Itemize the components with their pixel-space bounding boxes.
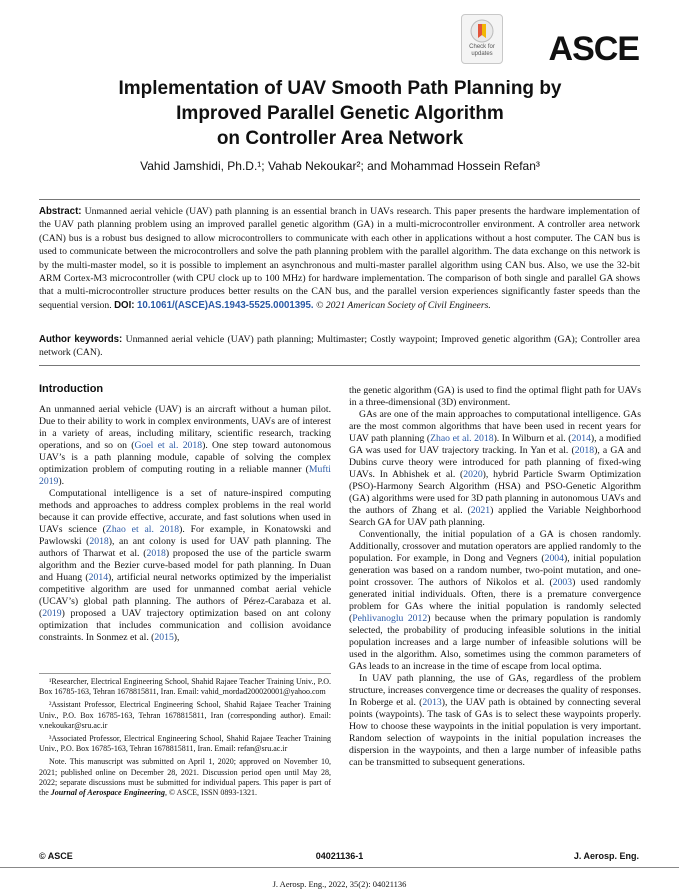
citation-link[interactable]: 2018 (574, 445, 595, 456)
citation-link[interactable]: Zhao et al. 2018 (430, 433, 494, 444)
citation-link[interactable]: 2018 (146, 548, 166, 559)
right-column (349, 385, 641, 769)
citation-link[interactable]: 2014 (571, 433, 591, 444)
author-keywords (39, 333, 640, 360)
citation-link[interactable]: 2013 (422, 697, 442, 708)
left-column (39, 404, 331, 644)
author-list: Vahid Jamshidi, Ph.D.¹; Vahab Nekoukar²; and Mohammad Hossein Refan³ (140, 159, 540, 173)
keywords-text: Unmanned aerial vehicle (UAV) path planning; Multimaster; Costly waypoint; Improved genetic algorithm (GA); Controller area network (CAN). (39, 334, 641, 359)
check-for-updates-badge[interactable] (461, 14, 503, 64)
citation-link[interactable]: 2004 (544, 553, 564, 564)
citation-link[interactable]: 2019 (42, 608, 62, 619)
footnotes (39, 677, 331, 801)
title-line-3: on Controller Area Network (216, 128, 464, 149)
citation-link[interactable]: 2021 (470, 505, 491, 516)
footer-publisher: © ASCE (39, 851, 73, 861)
citation-link[interactable]: Goel et al. 2018 (134, 440, 203, 451)
footer-page-id: 04021136-1 (315, 851, 364, 861)
abstract-label: Abstract: (39, 206, 82, 217)
keywords-label: Author keywords: (39, 334, 123, 345)
submission-note: Note. This manuscript was submitted on April 1, 2020; approved on November 10, 2021; published online on December 28, 2021. Discussion period open until May 28, 2022; separate discussions must be submitted for individual papers. This paper is part of the Journal of Aerospace Engineering, © ASCE, ISSN 0893-1321. (39, 757, 331, 798)
paragraph: the genetic algorithm (GA) is used to find the optimal flight path for UAVs in a three-dimensional (3D) environment. (349, 385, 641, 408)
citation-link[interactable]: Pehlivanoglu 2012 (352, 613, 428, 624)
doi-link[interactable]: 10.1061/(ASCE)AS.1943-5525.0001395. (136, 299, 314, 311)
copyright-line: © 2021 American Society of Civil Engineers. (316, 299, 491, 311)
doi-label: DOI: (114, 299, 135, 311)
citation-link[interactable]: 2015 (154, 632, 174, 643)
citation-link[interactable]: Mufti 2019 (39, 464, 331, 487)
paragraph: An unmanned aerial vehicle (UAV) is an aircraft without a human pilot. Due to their ability to work in complex environments, UAVs are of interest in a variety of areas, including military, scientific research, tracking operations, and so on (Goel et al. 2018). One step toward autonomous UAV’s is a path planning module, capable of solving the complex optimization problem of computing routing in a reliable manner (Mufti 2019). (39, 404, 331, 487)
footnote-2: ²Assistant Professor, Electrical Engineering School, Shahid Rajaee Teacher Training Univ., P.O. Box 16785-163, Tehran 1678815811, Iran (corresponding author). Email: v.nekoukar@sru.ac.ir (39, 700, 331, 730)
paragraph: In UAV path planning, the use of GAs, regardless of the problem structure, increases convergence time or decreases the quality of responses. In Roberge et al. (2013), the UAV path is obtained by connecting several points (waypoints). The task of GAs is to select these waypoints properly. How to choose these waypoints in the initial population is very important. Random selection of waypoints in the initial population increases the dispersion in the waypoints, and then a large number of infeasible paths can be transmitted to subsequent generations. (349, 673, 642, 768)
divider-top (39, 199, 640, 200)
journal-name: Journal of Aerospace Engineering (50, 788, 165, 798)
bookmark-icon (470, 19, 494, 43)
citation-line: J. Aerosp. Eng., 2022, 35(2): 04021136 (272, 879, 407, 889)
abstract (39, 205, 640, 312)
section-heading-introduction: Introduction (39, 383, 104, 395)
citation-link[interactable]: 2014 (88, 572, 109, 583)
citation-link[interactable]: 2003 (552, 577, 573, 588)
asce-logo: ASCE (548, 30, 639, 68)
badge-label: Check for updates (469, 44, 495, 57)
footnote-1: ¹Researcher, Electrical Engineering School, Shahid Rajaee Teacher Training Univ., P.O. Box 16785-163, Tehran 1678815811, Iran. Email: vahid_mordad200020001@yahoo.com (39, 677, 331, 697)
citation-link[interactable]: 2020 (463, 469, 483, 480)
footer-journal: J. Aerosp. Eng. (573, 851, 639, 861)
divider-bottom (39, 365, 640, 366)
article-title (40, 76, 640, 151)
paragraph: Conventionally, the initial population of a GA is chosen randomly. Additionally, crossover and mutation operators are applied randomly to the population. For example, in Dong and Vegners (2004), initial population generation was based on a random number, two-point mutation, and one-point crossover. The authors of Nikolos et al. (2003) used randomly generated initial individuals. Often, there is a premature convergence problem for GAs where the initial population is randomly selected (Pehlivanoglu 2012) because when the primary population is randomly selected, the probability of producing infeasible solutions in the initial population increases and a large number of infeasible solutions will be used in the algorithm. Also, sometimes using the common parameters of GAs leads to an increase in the time of escape from local optima. (349, 529, 642, 672)
paragraph: Computational intelligence is a set of nature-inspired computing methods and approaches to address complex problems in the real world because it can provide effective, accurate, and fast solutions when used in UAVs science (Zhao et al. 2018). For example, in Konatowski and Pawlowski (2018), an ant colony is used for UAV path planning. The authors of Tharwat et al. (2018) proposed the use of the particle swarm algorithm and the Bezier curve-based model for path planning. In Duan and Huang (2014), artificial neural networks optimized by the imperialist competitive algorithm are used for unmanned combat aerial vehicle (UCAV’s) global path planning. The authors of Pérez-Carabaza et al. (2019) proposed a UAV trajectory optimization based on ant colony optimization that includes communication and collision avoidance constraints. In Sonmez et al. (2015), (39, 488, 332, 643)
paragraph: GAs are one of the main approaches to computational intelligence. GAs are the most common algorithms that have been used in recent years for UAV path planning (Zhao et al. 2018). In Wilburn et al. (2014), a modified GA was used for UAV trajectory tracking. In Yan et al. (2018), a GA and Dubins curve theory were introduced for path planning of fixed-wing UAVs. In Abhishek et al. (2020), hybrid Particle Swarm Optimization (PSO)-Harmony Search Algorithm (HSA) and PSO-Genetic Algorithm (GA) algorithms were used for 3D path planning in autonomous UAVs and the authors of Zhang et al. (2021) applied the Variable Neighborhood Search GA for UAV path planning. (349, 409, 642, 528)
citation-link[interactable]: 2018 (89, 536, 109, 547)
footnote-3: ³Associated Professor, Electrical Engineering School, Shahid Rajaee Teacher Training Univ., P.O. Box 16785-163, Tehran 1678815811, Iran. Email: refan@sru.ac.ir (39, 734, 331, 754)
title-line-1: Implementation of UAV Smooth Path Planning by (118, 78, 562, 99)
abstract-text: Unmanned aerial vehicle (UAV) path planning is an essential branch in UAVs research. This paper presents the hardware implementation of the UAV path planning problem using an improved parallel genetic algorithm (GA) in a multi-microcontroller environment. A controller area network (CAN) bus is a robust bus designed to allow microcontrollers to communicate with each other in applications without a host computer. The CAN bus is used to communicate between the microcontrollers and solve the path planning problem with the parallel algorithm. The data exchange on this network is by the multi-master model, so it is possible to implement an asynchronous and multi-master parallel algorithm using CAN bus. Also, we use the 32-bit ARM Cortex-M3 microcontroller (with CPU clock up to 100 MHz) for hardware implementation. The comparison of both single and parallel GA shows that a multi-microcontroller structure produces better results on the CAN bus, and the parallel version experiences significantly faster speeds than the sequential version. (39, 206, 641, 311)
footnote-divider (39, 673, 331, 674)
title-line-2: Improved Parallel Genetic Algorithm (176, 103, 504, 124)
citation-link[interactable]: Zhao et al. 2018 (105, 524, 180, 535)
bottom-divider (0, 867, 679, 868)
